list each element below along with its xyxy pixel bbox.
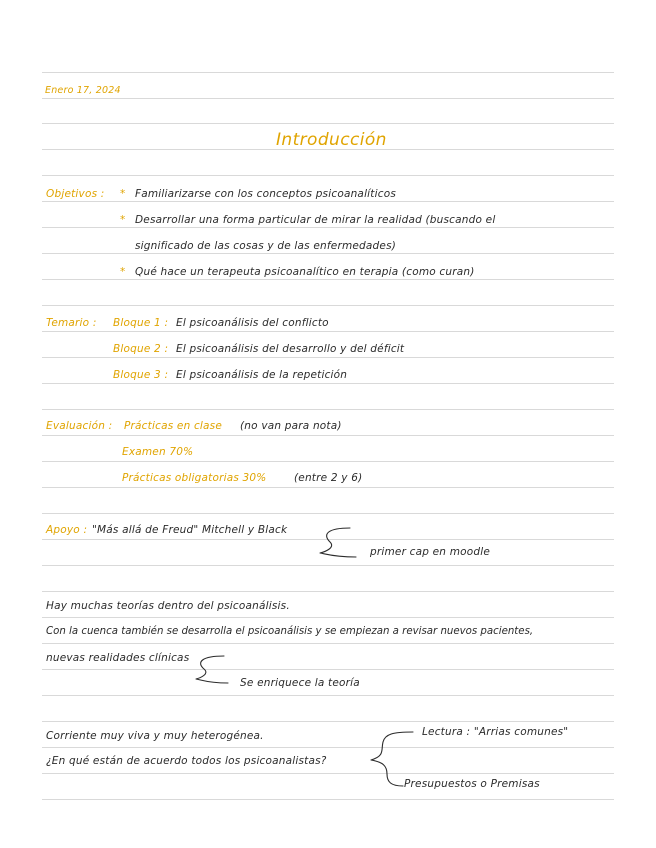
- ruled-line: [42, 72, 614, 73]
- body-line: Corriente muy viva y muy heterogénea.: [46, 730, 264, 742]
- ruled-line: [42, 461, 614, 462]
- note-date: Enero 17, 2024: [45, 85, 121, 96]
- objetivo-item-continued: significado de las cosas y de las enfermedades): [135, 240, 397, 252]
- evaluacion-practicas-clase: Prácticas en clase: [124, 420, 223, 432]
- ruled-line: [42, 617, 614, 618]
- ruled-line: [42, 565, 614, 566]
- bloque-text: El psicoanálisis del conflicto: [176, 317, 329, 329]
- body-line: Hay muchas teorías dentro del psicoanálisis.: [46, 600, 290, 612]
- ruled-line: [42, 98, 614, 99]
- body-line: ¿En qué están de acuerdo todos los psicoanalistas?: [46, 755, 327, 767]
- ruled-line: [42, 695, 614, 696]
- evaluacion-examen: Examen 70%: [122, 446, 194, 458]
- ruled-line: [42, 383, 614, 384]
- apoyo-note: primer cap en moodle: [370, 546, 491, 558]
- ruled-line: [42, 305, 614, 306]
- page-title: Introducción: [276, 130, 387, 150]
- ruled-line: [42, 227, 614, 228]
- ruled-line: [42, 773, 614, 774]
- ruled-line: [42, 123, 614, 124]
- brace-icon: [318, 526, 358, 562]
- bloque-text: El psicoanálisis del desarrollo y del déficit: [176, 343, 405, 355]
- bloque-name: Bloque 3 :: [113, 369, 169, 381]
- evaluacion-label: Evaluación :: [46, 420, 113, 432]
- bloque-text: El psicoanálisis de la repetición: [176, 369, 348, 381]
- bullet-icon: *: [120, 214, 126, 226]
- evaluacion-practicas-obligatorias: Prácticas obligatorias 30%: [122, 472, 267, 484]
- ruled-line: [42, 799, 614, 800]
- objetivo-item: Qué hace un terapeuta psicoanalítico en terapia (como curan): [135, 266, 475, 278]
- bullet-icon: *: [120, 188, 126, 200]
- body-line: Con la cuenca también se desarrolla el psicoanálisis y se empiezan a revisar nuevos pacientes,: [46, 626, 534, 637]
- ruled-line: [42, 357, 614, 358]
- evaluacion-note: (entre 2 y 6): [294, 472, 363, 484]
- ruled-line: [42, 721, 614, 722]
- apoyo-label: Apoyo :: [46, 524, 88, 536]
- ruled-line: [42, 487, 614, 488]
- ruled-line: [42, 175, 614, 176]
- ruled-line: [42, 643, 614, 644]
- brace-icon: [194, 654, 234, 688]
- apoyo-text: "Más allá de Freud" Mitchell y Black: [92, 524, 288, 536]
- temario-label: Temario :: [46, 317, 97, 329]
- ruled-line: [42, 669, 614, 670]
- objetivos-label: Objetivos :: [46, 188, 105, 200]
- bloque-name: Bloque 2 :: [113, 343, 169, 355]
- bullet-icon: *: [120, 266, 126, 278]
- ruled-line: [42, 279, 614, 280]
- body-line: nuevas realidades clínicas: [46, 652, 190, 664]
- evaluacion-note: (no van para nota): [240, 420, 342, 432]
- ruled-line: [42, 331, 614, 332]
- bloque-name: Bloque 1 :: [113, 317, 169, 329]
- ruled-line: [42, 201, 614, 202]
- ruled-line: [42, 591, 614, 592]
- objetivo-item: Desarrollar una forma particular de mirar la realidad (buscando el: [135, 214, 496, 226]
- ruled-line: [42, 409, 614, 410]
- ruled-line: [42, 747, 614, 748]
- body-note: Presupuestos o Premisas: [404, 778, 540, 790]
- ruled-line: [42, 435, 614, 436]
- objetivo-item: Familiarizarse con los conceptos psicoanalíticos: [135, 188, 396, 200]
- body-note: Lectura : "Arrias comunes": [422, 726, 569, 738]
- ruled-line: [42, 253, 614, 254]
- body-note: Se enriquece la teoría: [240, 677, 360, 689]
- ruled-line: [42, 513, 614, 514]
